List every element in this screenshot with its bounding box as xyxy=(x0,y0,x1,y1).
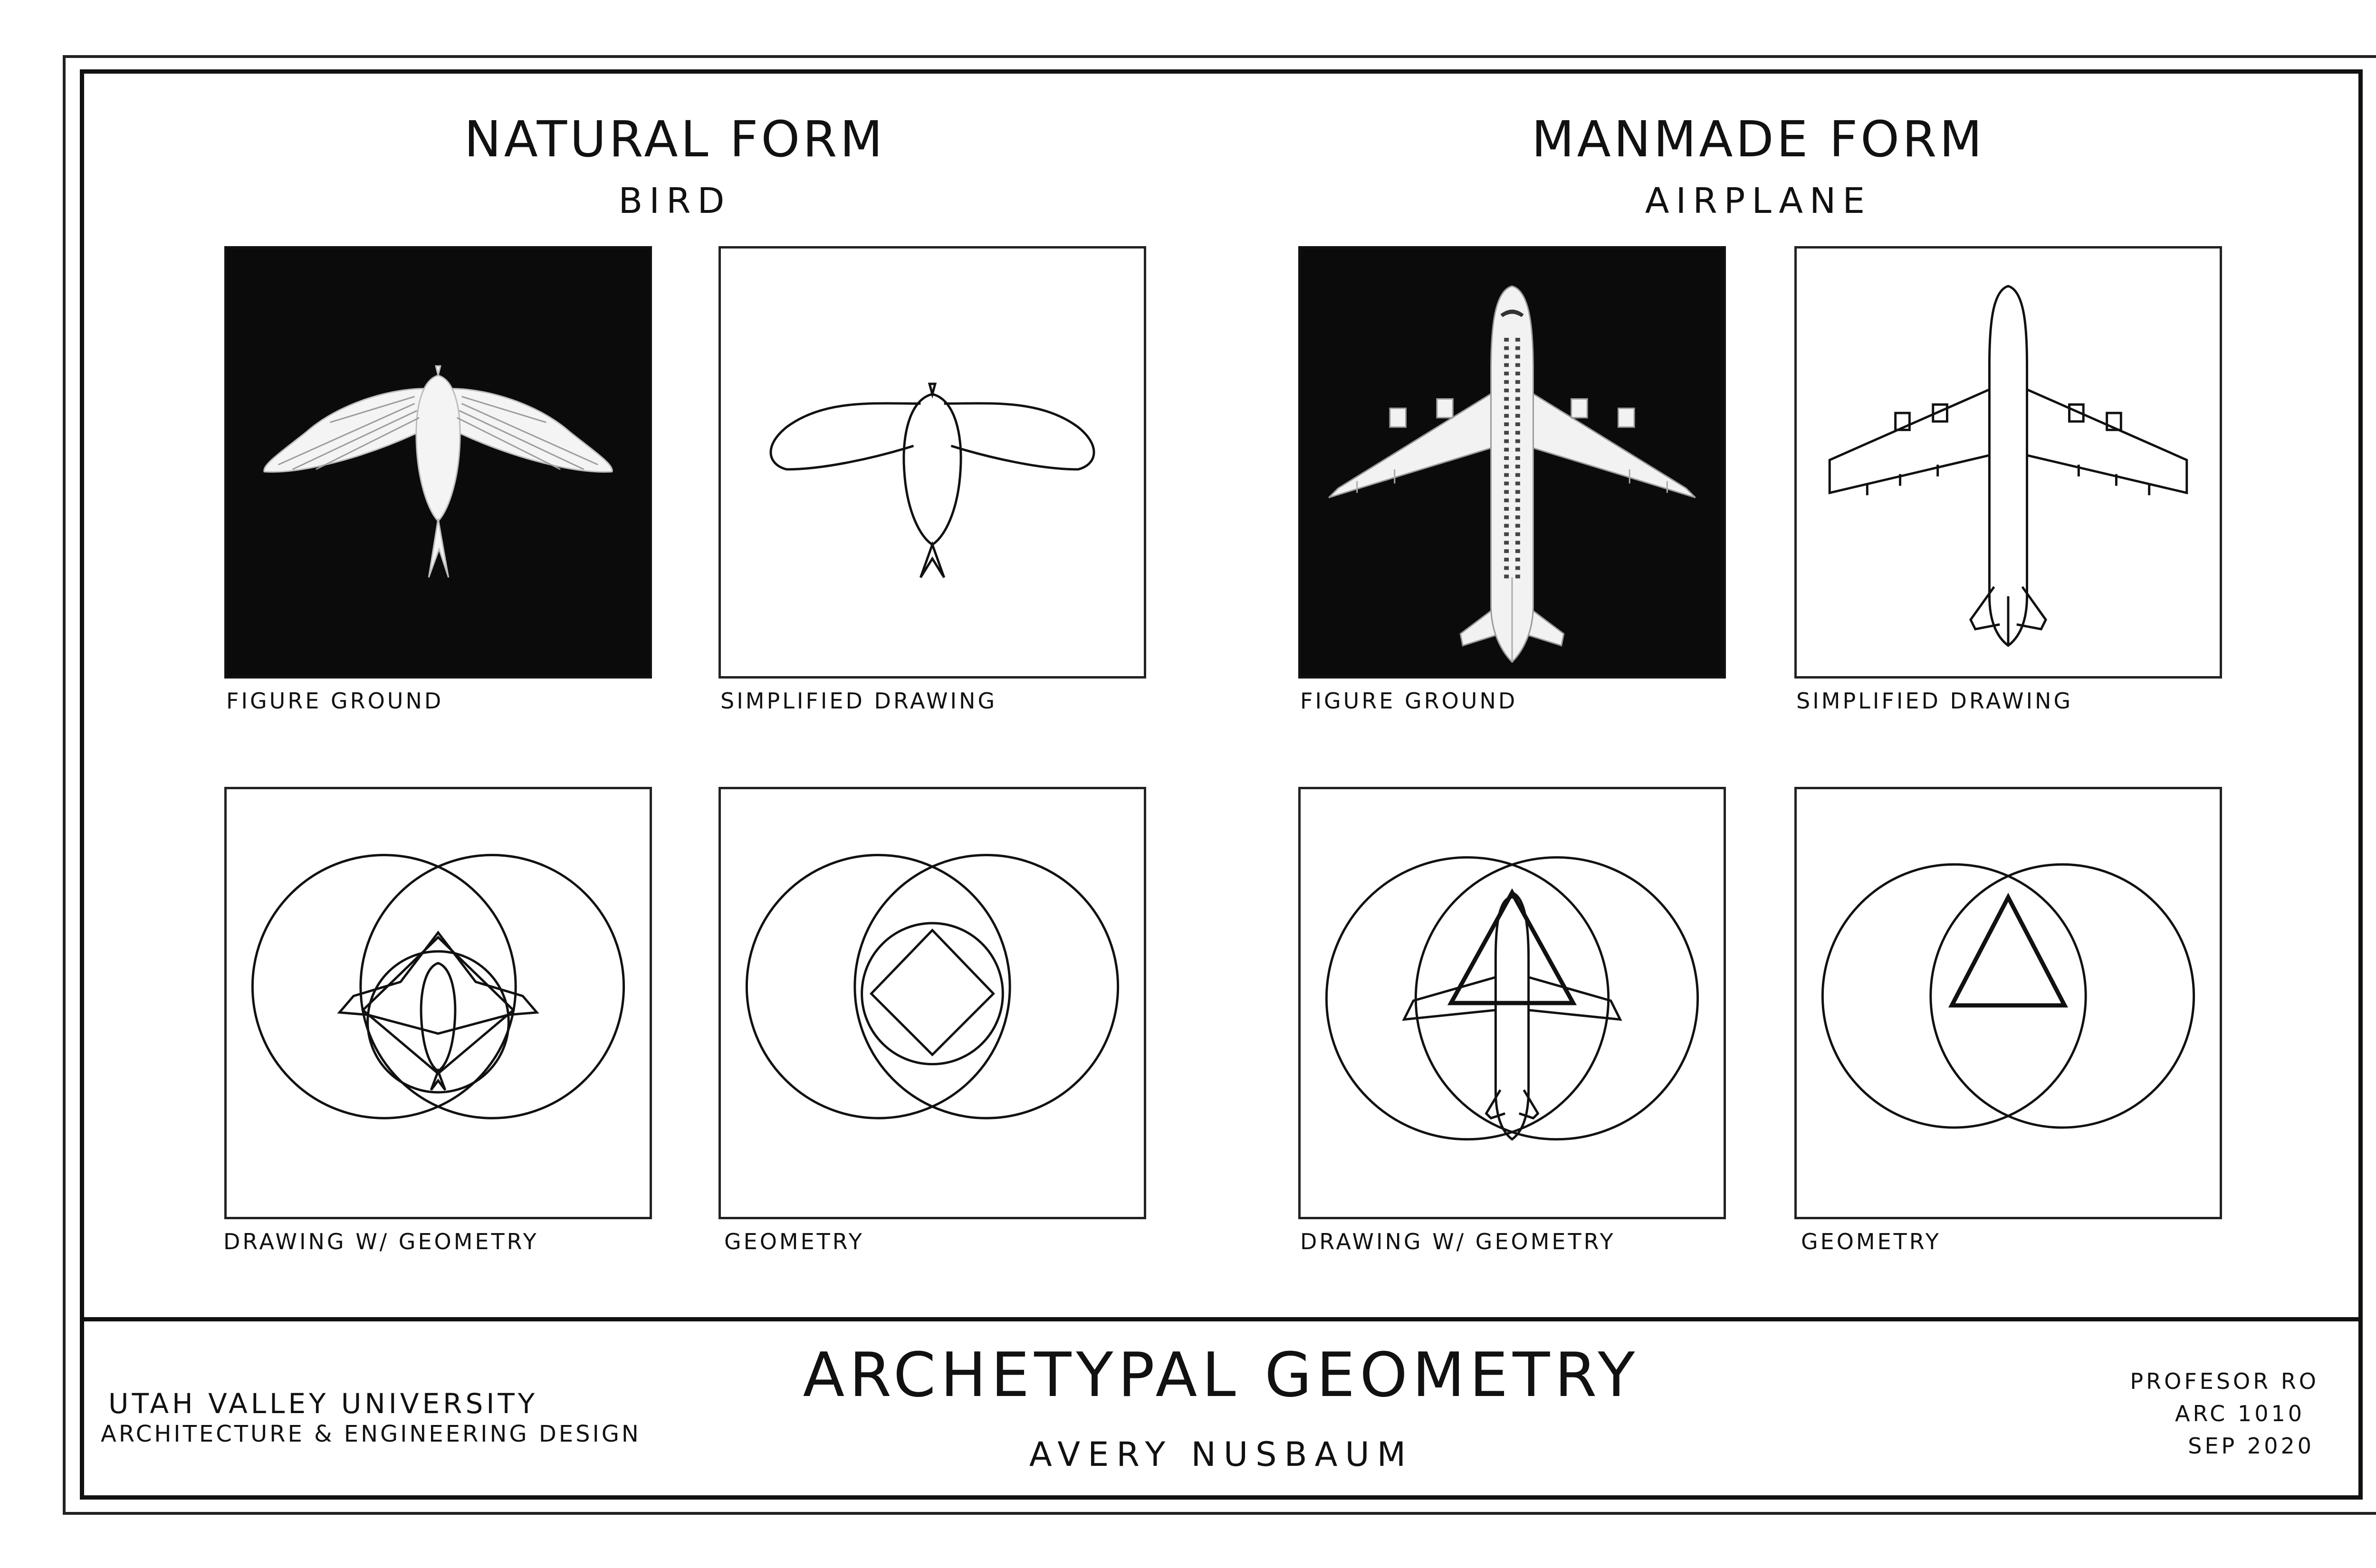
window-dot xyxy=(1504,372,1509,375)
window-dot xyxy=(1504,405,1509,409)
course-code: ARC 1010 xyxy=(2175,1401,2305,1426)
bird-simplified-drawing xyxy=(721,249,1144,676)
window-dot xyxy=(1504,389,1509,392)
airplane-geometry xyxy=(1797,789,2220,1217)
window-dot xyxy=(1504,566,1509,570)
author-name: AVERY NUSBAUM xyxy=(1029,1435,1414,1474)
bird-simplified-drawing-panel xyxy=(719,246,1146,679)
sheet-date: SEP 2020 xyxy=(2188,1433,2314,1459)
window-dot xyxy=(1515,465,1520,468)
window-dot xyxy=(1515,473,1520,477)
window-dot xyxy=(1504,380,1509,384)
window-dot xyxy=(1504,549,1509,553)
manmade-form-heading: MANMADE FORM xyxy=(1531,110,1985,168)
window-dot xyxy=(1504,516,1509,519)
window-dot xyxy=(1515,532,1520,536)
airplane-drawing-with-geometry-caption: DRAWING W/ GEOMETRY xyxy=(1300,1229,1616,1254)
window-dot xyxy=(1504,473,1509,477)
window-dot xyxy=(1515,524,1520,528)
window-dot xyxy=(1515,566,1520,570)
window-dot xyxy=(1504,574,1509,578)
window-dot xyxy=(1504,465,1509,468)
window-dot xyxy=(1515,397,1520,401)
airplane-simplified-drawing xyxy=(1797,249,2220,676)
window-dot xyxy=(1515,431,1520,435)
window-dot xyxy=(1504,524,1509,528)
airplane-simplified-drawing-caption: SIMPLIFIED DRAWING xyxy=(1796,688,2073,714)
window-dot xyxy=(1515,541,1520,545)
window-dot xyxy=(1504,456,1509,460)
window-dot xyxy=(1504,558,1509,562)
bird-figure-ground-caption: FIGURE GROUND xyxy=(226,688,444,714)
window-dot xyxy=(1504,532,1509,536)
window-dot xyxy=(1515,516,1520,519)
bird-drawing-with-geometry-caption: DRAWING W/ GEOMETRY xyxy=(223,1229,539,1254)
window-dot xyxy=(1504,498,1509,502)
window-dot xyxy=(1504,338,1509,342)
airplane-simplified-drawing-panel xyxy=(1794,246,2222,679)
window-dot xyxy=(1504,363,1509,367)
window-dot xyxy=(1515,389,1520,392)
airplane-figure-ground-caption: FIGURE GROUND xyxy=(1300,688,1518,714)
airplane-drawing-with-geometry xyxy=(1301,789,1724,1217)
university-name: UTAH VALLEY UNIVERSITY xyxy=(108,1387,538,1420)
window-dot xyxy=(1515,440,1520,443)
bird-figure-ground-panel xyxy=(224,246,652,679)
natural-form-heading: NATURAL FORM xyxy=(464,110,886,168)
window-dot xyxy=(1515,490,1520,494)
window-dot xyxy=(1504,431,1509,435)
department-name: ARCHITECTURE & ENGINEERING DESIGN xyxy=(101,1421,641,1447)
window-dot xyxy=(1515,498,1520,502)
window-dot xyxy=(1504,482,1509,486)
window-dot xyxy=(1515,414,1520,418)
bird-drawing-with-geometry xyxy=(227,789,650,1217)
window-dot xyxy=(1515,574,1520,578)
bird-drawing-with-geometry-panel xyxy=(224,787,652,1219)
title-block-divider xyxy=(80,1317,2363,1321)
window-dot xyxy=(1504,440,1509,443)
airplane-geometry-caption: GEOMETRY xyxy=(1801,1229,1941,1254)
window-dot xyxy=(1515,405,1520,409)
window-dot xyxy=(1515,456,1520,460)
window-dot xyxy=(1504,448,1509,451)
bird-subheading: BIRD xyxy=(618,181,731,221)
window-dot xyxy=(1504,541,1509,545)
window-dot xyxy=(1515,482,1520,486)
window-dot xyxy=(1515,372,1520,375)
window-dot xyxy=(1504,346,1509,350)
window-dot xyxy=(1515,338,1520,342)
airplane-subheading: AIRPLANE xyxy=(1645,181,1872,221)
window-dot xyxy=(1504,355,1509,359)
airplane-figure-ground-panel xyxy=(1298,246,1726,679)
window-dot xyxy=(1504,422,1509,426)
window-dot xyxy=(1504,414,1509,418)
airplane-figure-ground-drawing xyxy=(1301,249,1724,676)
airplane-geometry-panel xyxy=(1794,787,2222,1219)
professor-name: PROFESOR RO xyxy=(2130,1368,2319,1394)
bird-geometry-caption: GEOMETRY xyxy=(724,1229,864,1254)
airplane-drawing-with-geometry-panel xyxy=(1298,787,1726,1219)
bird-figure-ground-drawing xyxy=(227,249,650,676)
window-dot xyxy=(1515,507,1520,511)
window-dot xyxy=(1515,363,1520,367)
window-dot xyxy=(1515,558,1520,562)
bird-simplified-drawing-caption: SIMPLIFIED DRAWING xyxy=(720,688,997,714)
window-dot xyxy=(1504,490,1509,494)
window-dot xyxy=(1515,355,1520,359)
bird-geometry-panel xyxy=(719,787,1146,1219)
bird-geometry xyxy=(721,789,1144,1217)
window-dot xyxy=(1504,397,1509,401)
window-dot xyxy=(1515,549,1520,553)
window-dot xyxy=(1515,380,1520,384)
window-dot xyxy=(1504,507,1509,511)
sheet-title: ARCHETYPAL GEOMETRY xyxy=(803,1340,1640,1411)
window-dot xyxy=(1515,422,1520,426)
window-dot xyxy=(1515,346,1520,350)
window-dot xyxy=(1515,448,1520,451)
